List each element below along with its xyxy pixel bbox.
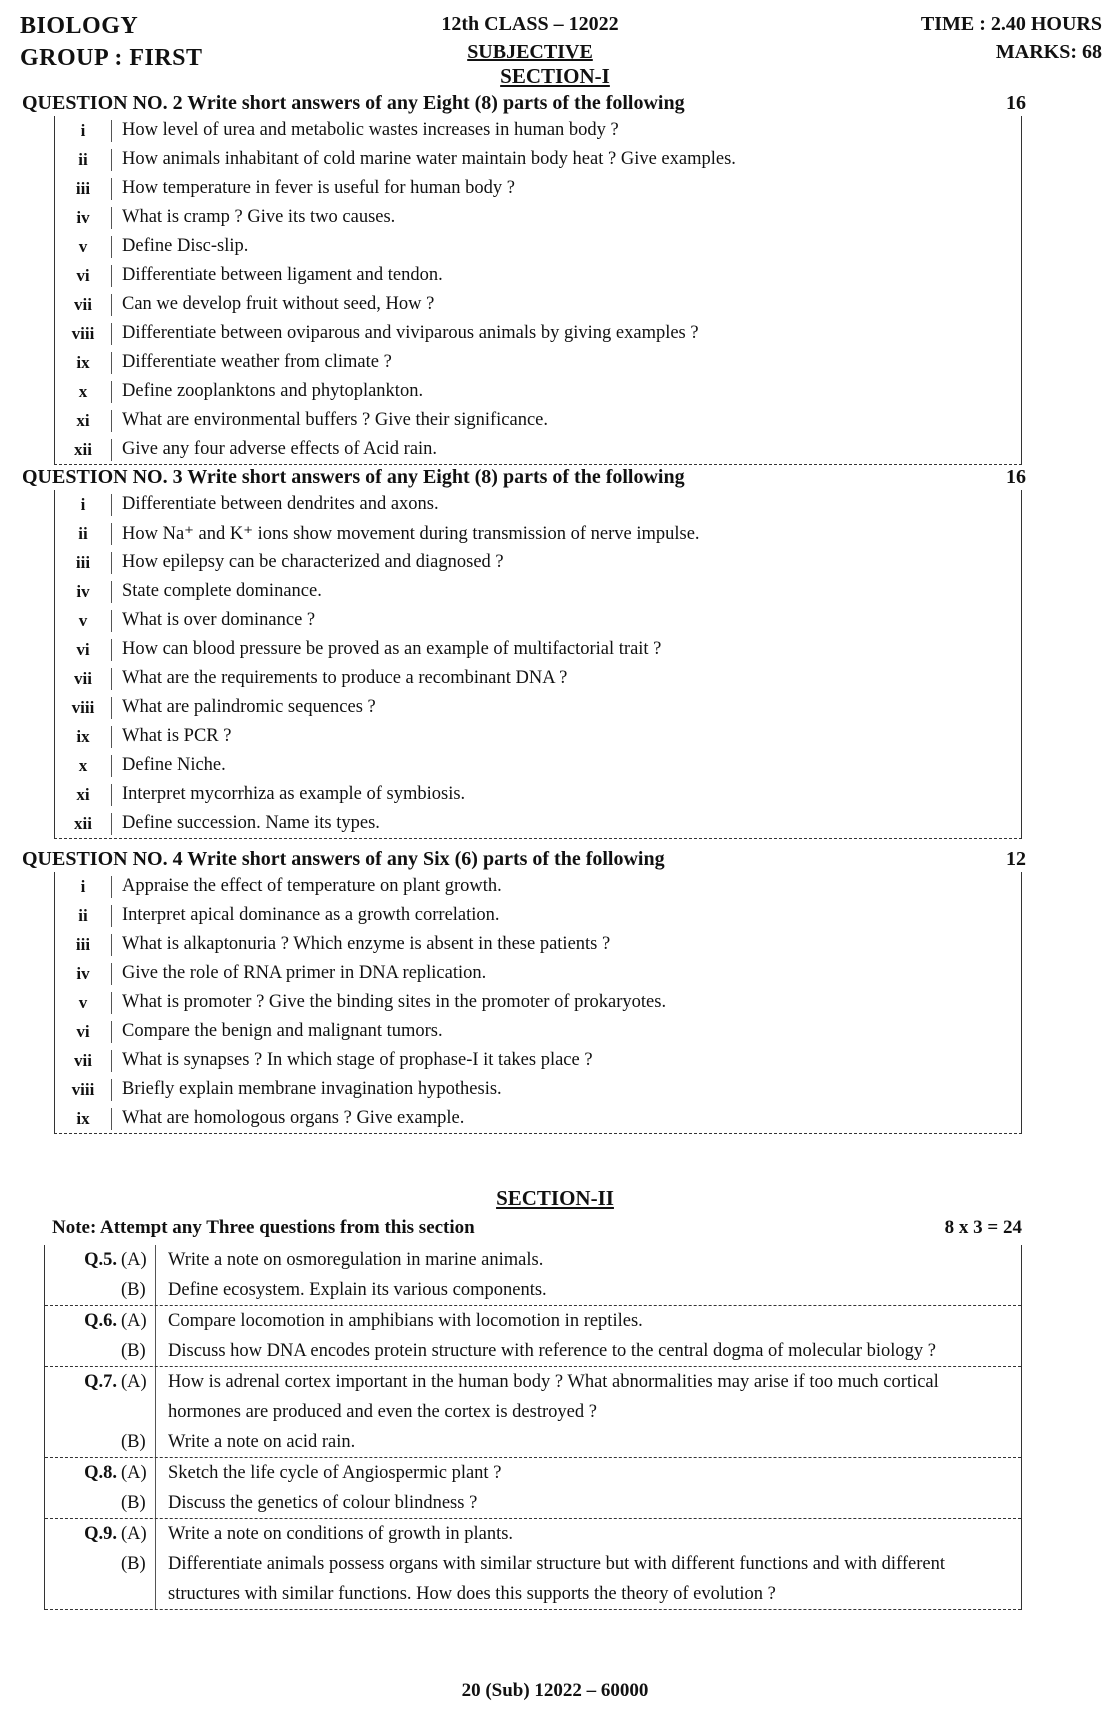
part-number: x xyxy=(78,381,88,401)
question-3-heading xyxy=(22,464,1026,490)
part-divider xyxy=(155,1519,158,1549)
part-divider xyxy=(111,784,114,806)
section-2-note xyxy=(52,1215,1022,1241)
question-part xyxy=(55,1017,1021,1046)
question-part xyxy=(55,232,1021,261)
question-part xyxy=(55,664,1021,693)
question-number xyxy=(45,1427,121,1457)
part-divider xyxy=(111,352,114,374)
part-number: ii xyxy=(78,905,88,925)
part-number: iii xyxy=(75,934,91,954)
question-part xyxy=(55,930,1021,959)
part-number: vi xyxy=(76,1021,90,1041)
long-question xyxy=(45,1458,1021,1519)
part-divider xyxy=(111,1079,114,1101)
part-text: Compare the benign and malignant tumors. xyxy=(122,1021,443,1041)
part-divider xyxy=(111,963,114,985)
part-divider xyxy=(111,149,114,171)
section-2-title: SECTION-II xyxy=(496,1186,614,1210)
class-line: 12th CLASS – 12022 xyxy=(441,13,619,35)
part-number: ix xyxy=(76,1108,90,1128)
question-part xyxy=(55,490,1021,519)
question-3-marks: 16 xyxy=(1006,466,1026,488)
question-number: Q.9. xyxy=(84,1524,117,1544)
part-divider xyxy=(111,439,114,461)
part-text: What is promoter ? Give the binding sites in the promoter of prokaryotes. xyxy=(122,992,667,1012)
question-part xyxy=(55,116,1021,145)
part-number: i xyxy=(80,876,86,896)
question-part xyxy=(55,780,1021,809)
part-divider xyxy=(111,755,114,777)
part-text: What are the requirements to produce a recombinant DNA ? xyxy=(122,668,568,688)
part-number: xi xyxy=(76,410,90,430)
question-number: Q.5. xyxy=(84,1250,117,1270)
part-divider xyxy=(111,178,114,200)
part-divider xyxy=(111,813,114,835)
paper-code-footer: 20 (Sub) 12022 – 60000 xyxy=(461,1680,649,1701)
part-divider xyxy=(155,1488,158,1518)
part-number: xii xyxy=(74,439,92,459)
part-letter: (B) xyxy=(121,1280,146,1300)
part-number: iii xyxy=(75,552,91,572)
question-number: Q.6. xyxy=(84,1311,117,1331)
long-question-text: Write a note on acid rain. xyxy=(168,1432,356,1452)
question-part xyxy=(55,435,1021,464)
part-letter: (A) xyxy=(121,1311,147,1331)
part-number: ii xyxy=(78,523,88,543)
part-number: iv xyxy=(76,581,90,601)
question-4-marks: 12 xyxy=(1006,848,1026,870)
part-divider xyxy=(111,494,114,516)
part-divider xyxy=(111,639,114,661)
question-number: Q.8. xyxy=(84,1463,117,1483)
long-question-text: Write a note on conditions of growth in plants. xyxy=(168,1524,514,1544)
part-text: What is PCR ? xyxy=(122,726,232,746)
part-number: x xyxy=(78,755,88,775)
part-divider xyxy=(155,1275,158,1305)
question-part xyxy=(55,1046,1021,1075)
part-text: Interpret mycorrhiza as example of symbiosis. xyxy=(122,784,466,804)
part-divider xyxy=(155,1427,158,1457)
question-part xyxy=(55,693,1021,722)
part-text: Briefly explain membrane invagination hypothesis. xyxy=(122,1079,502,1099)
long-question xyxy=(45,1367,1021,1458)
part-letter: (B) xyxy=(121,1554,146,1574)
class-header xyxy=(420,10,640,66)
part-number: vii xyxy=(74,668,92,688)
long-question-part xyxy=(45,1458,1021,1488)
question-part xyxy=(55,577,1021,606)
part-divider xyxy=(111,992,114,1014)
part-divider xyxy=(111,236,114,258)
part-text: Differentiate between ligament and tendon. xyxy=(122,265,443,285)
part-letter: (B) xyxy=(121,1493,146,1513)
part-divider xyxy=(155,1336,158,1366)
question-part xyxy=(55,722,1021,751)
part-text: How can blood pressure be proved as an example of multifactorial trait ? xyxy=(122,639,662,659)
part-divider xyxy=(111,581,114,603)
part-divider xyxy=(155,1306,158,1336)
part-divider xyxy=(111,265,114,287)
part-text: What is cramp ? Give its two causes. xyxy=(122,207,396,227)
part-divider xyxy=(155,1245,158,1275)
question-part xyxy=(55,901,1021,930)
part-number: v xyxy=(78,610,88,630)
part-letter: (A) xyxy=(121,1250,147,1270)
question-part xyxy=(55,548,1021,577)
long-question-text: Discuss the genetics of colour blindness ? xyxy=(168,1493,478,1513)
long-question-part xyxy=(45,1427,1021,1457)
question-part xyxy=(55,319,1021,348)
question-part xyxy=(55,1075,1021,1104)
part-letter: (A) xyxy=(121,1463,147,1483)
part-text: Give the role of RNA primer in DNA replication. xyxy=(122,963,487,983)
part-divider xyxy=(111,323,114,345)
part-text: What is synapses ? In which stage of prophase-I it takes place ? xyxy=(122,1050,593,1070)
long-question-part xyxy=(45,1275,1021,1305)
part-text: How epilepsy can be characterized and diagnosed ? xyxy=(122,552,504,572)
question-part xyxy=(55,348,1021,377)
question-2-instruction: QUESTION NO. 2 Write short answers of any Eight (8) parts of the following xyxy=(22,92,685,114)
question-2-parts xyxy=(54,116,1022,465)
long-question-part xyxy=(45,1549,1021,1609)
part-text: How temperature in fever is useful for human body ? xyxy=(122,178,515,198)
part-divider xyxy=(155,1549,158,1609)
part-text: Define succession. Name its types. xyxy=(122,813,380,833)
part-number: viii xyxy=(71,697,95,717)
part-letter: (B) xyxy=(121,1341,146,1361)
part-divider xyxy=(111,523,114,545)
question-number xyxy=(45,1488,121,1518)
subject-name: BIOLOGY xyxy=(20,13,139,39)
group-name: GROUP : FIRST xyxy=(20,45,203,71)
question-part xyxy=(55,959,1021,988)
part-number: xi xyxy=(76,784,90,804)
part-divider xyxy=(111,1050,114,1072)
question-part xyxy=(55,809,1021,838)
question-part xyxy=(55,519,1021,548)
part-text: How animals inhabitant of cold marine water maintain body heat ? Give examples. xyxy=(122,149,736,169)
part-number: ix xyxy=(76,352,90,372)
part-text: What are environmental buffers ? Give their significance. xyxy=(122,410,549,430)
long-question-text: Sketch the life cycle of Angiospermic plant ? xyxy=(168,1463,502,1483)
part-text: Can we develop fruit without seed, How ? xyxy=(122,294,435,314)
part-divider xyxy=(111,876,114,898)
question-3-instruction: QUESTION NO. 3 Write short answers of any Eight (8) parts of the following xyxy=(22,466,685,488)
question-part xyxy=(55,406,1021,435)
part-divider xyxy=(111,410,114,432)
part-divider xyxy=(111,610,114,632)
part-divider xyxy=(111,668,114,690)
part-number: v xyxy=(78,992,88,1012)
part-letter: (B) xyxy=(121,1432,146,1452)
long-question-part xyxy=(45,1488,1021,1518)
question-number xyxy=(45,1275,121,1305)
part-divider xyxy=(111,552,114,574)
marks-label: MARKS: 68 xyxy=(995,41,1102,63)
part-divider xyxy=(111,1021,114,1043)
long-question-text: Compare locomotion in amphibians with locomotion in reptiles. xyxy=(168,1311,643,1331)
part-text: Give any four adverse effects of Acid rain. xyxy=(122,439,438,459)
question-2-marks: 16 xyxy=(1006,92,1026,114)
part-divider xyxy=(155,1458,158,1488)
long-question-text: Write a note on osmoregulation in marine animals. xyxy=(168,1250,544,1270)
question-number: Q.7. xyxy=(84,1372,117,1392)
question-part xyxy=(55,203,1021,232)
long-question-part xyxy=(45,1245,1021,1275)
part-text: Differentiate weather from climate ? xyxy=(122,352,392,372)
part-divider xyxy=(111,726,114,748)
note-text: Note: Attempt any Three questions from this section xyxy=(52,1217,475,1238)
question-4-instruction: QUESTION NO. 4 Write short answers of any Six (6) parts of the following xyxy=(22,848,665,870)
part-text: What are palindromic sequences ? xyxy=(122,697,376,717)
part-text: What are homologous organs ? Give example. xyxy=(122,1108,465,1128)
part-divider xyxy=(111,1108,114,1130)
long-question xyxy=(45,1245,1021,1306)
long-question-part xyxy=(45,1306,1021,1336)
question-part xyxy=(55,872,1021,901)
long-question-text: How is adrenal cortex important in the human body ? What abnormalities may arise if too much cortical hormones are produced and even the cortex is destroyed ? xyxy=(168,1372,939,1422)
part-divider xyxy=(111,697,114,719)
part-number: iv xyxy=(76,963,90,983)
part-divider xyxy=(111,294,114,316)
long-question-text: Differentiate animals possess organs with similar structure but with different functions and with different structures with similar functions. How does this supports the theory of evolution ? xyxy=(168,1554,945,1604)
long-question-part xyxy=(45,1367,1021,1427)
part-text: Differentiate between oviparous and viviparous animals by giving examples ? xyxy=(122,323,699,343)
question-part xyxy=(55,1104,1021,1133)
part-divider xyxy=(111,381,114,403)
part-number: ii xyxy=(78,149,88,169)
long-question-text: Discuss how DNA encodes protein structure with reference to the central dogma of molecular biology ? xyxy=(168,1341,937,1361)
long-question-part xyxy=(45,1519,1021,1549)
part-number: ix xyxy=(76,726,90,746)
part-text: Define Disc-slip. xyxy=(122,236,249,256)
part-letter: (A) xyxy=(121,1524,147,1544)
part-number: vii xyxy=(74,294,92,314)
question-part xyxy=(55,377,1021,406)
part-number: xii xyxy=(74,813,92,833)
part-text: Define zooplanktons and phytoplankton. xyxy=(122,381,424,401)
part-number: v xyxy=(78,236,88,256)
question-number xyxy=(45,1336,121,1366)
question-2-heading xyxy=(22,90,1026,116)
part-text: What is over dominance ? xyxy=(122,610,316,630)
part-text: How level of urea and metabolic wastes increases in human body ? xyxy=(122,120,619,140)
part-number: viii xyxy=(71,323,95,343)
long-question xyxy=(45,1306,1021,1367)
question-part xyxy=(55,290,1021,319)
question-4-parts xyxy=(54,872,1022,1134)
section-2-questions xyxy=(44,1245,1022,1610)
part-divider xyxy=(111,934,114,956)
part-number: viii xyxy=(71,1079,95,1099)
time-marks-header xyxy=(921,10,1102,66)
long-question-part xyxy=(45,1336,1021,1366)
section-1-title: SECTION-I xyxy=(500,64,610,88)
part-number: i xyxy=(80,494,86,514)
part-number: iv xyxy=(76,207,90,227)
part-number: vii xyxy=(74,1050,92,1070)
question-number xyxy=(45,1549,121,1609)
part-divider xyxy=(111,207,114,229)
part-text: How Na⁺ and K⁺ ions show movement during transmission of nerve impulse. xyxy=(122,523,700,544)
question-part xyxy=(55,606,1021,635)
part-number: iii xyxy=(75,178,91,198)
part-divider xyxy=(155,1367,158,1427)
paper-type: SUBJECTIVE xyxy=(467,41,593,63)
part-text: Interpret apical dominance as a growth correlation. xyxy=(122,905,500,925)
question-part xyxy=(55,988,1021,1017)
long-question-text: Define ecosystem. Explain its various components. xyxy=(168,1280,547,1300)
part-number: vi xyxy=(76,639,90,659)
part-text: What is alkaptonuria ? Which enzyme is absent in these patients ? xyxy=(122,934,611,954)
part-divider xyxy=(111,905,114,927)
question-part xyxy=(55,145,1021,174)
note-marks: 8 x 3 = 24 xyxy=(944,1217,1022,1238)
part-letter: (A) xyxy=(121,1372,147,1392)
question-part xyxy=(55,751,1021,780)
part-divider xyxy=(111,120,114,142)
question-3-parts xyxy=(54,490,1022,839)
part-number: vi xyxy=(76,265,90,285)
part-text: Define Niche. xyxy=(122,755,226,775)
question-4-heading xyxy=(22,846,1026,872)
part-text: Differentiate between dendrites and axons. xyxy=(122,494,439,514)
part-text: State complete dominance. xyxy=(122,581,322,601)
part-number: i xyxy=(80,120,86,140)
question-part xyxy=(55,174,1021,203)
question-part xyxy=(55,635,1021,664)
part-text: Appraise the effect of temperature on plant growth. xyxy=(122,876,502,896)
question-part xyxy=(55,261,1021,290)
time-label: TIME : 2.40 HOURS xyxy=(920,13,1102,35)
long-question xyxy=(45,1519,1021,1610)
